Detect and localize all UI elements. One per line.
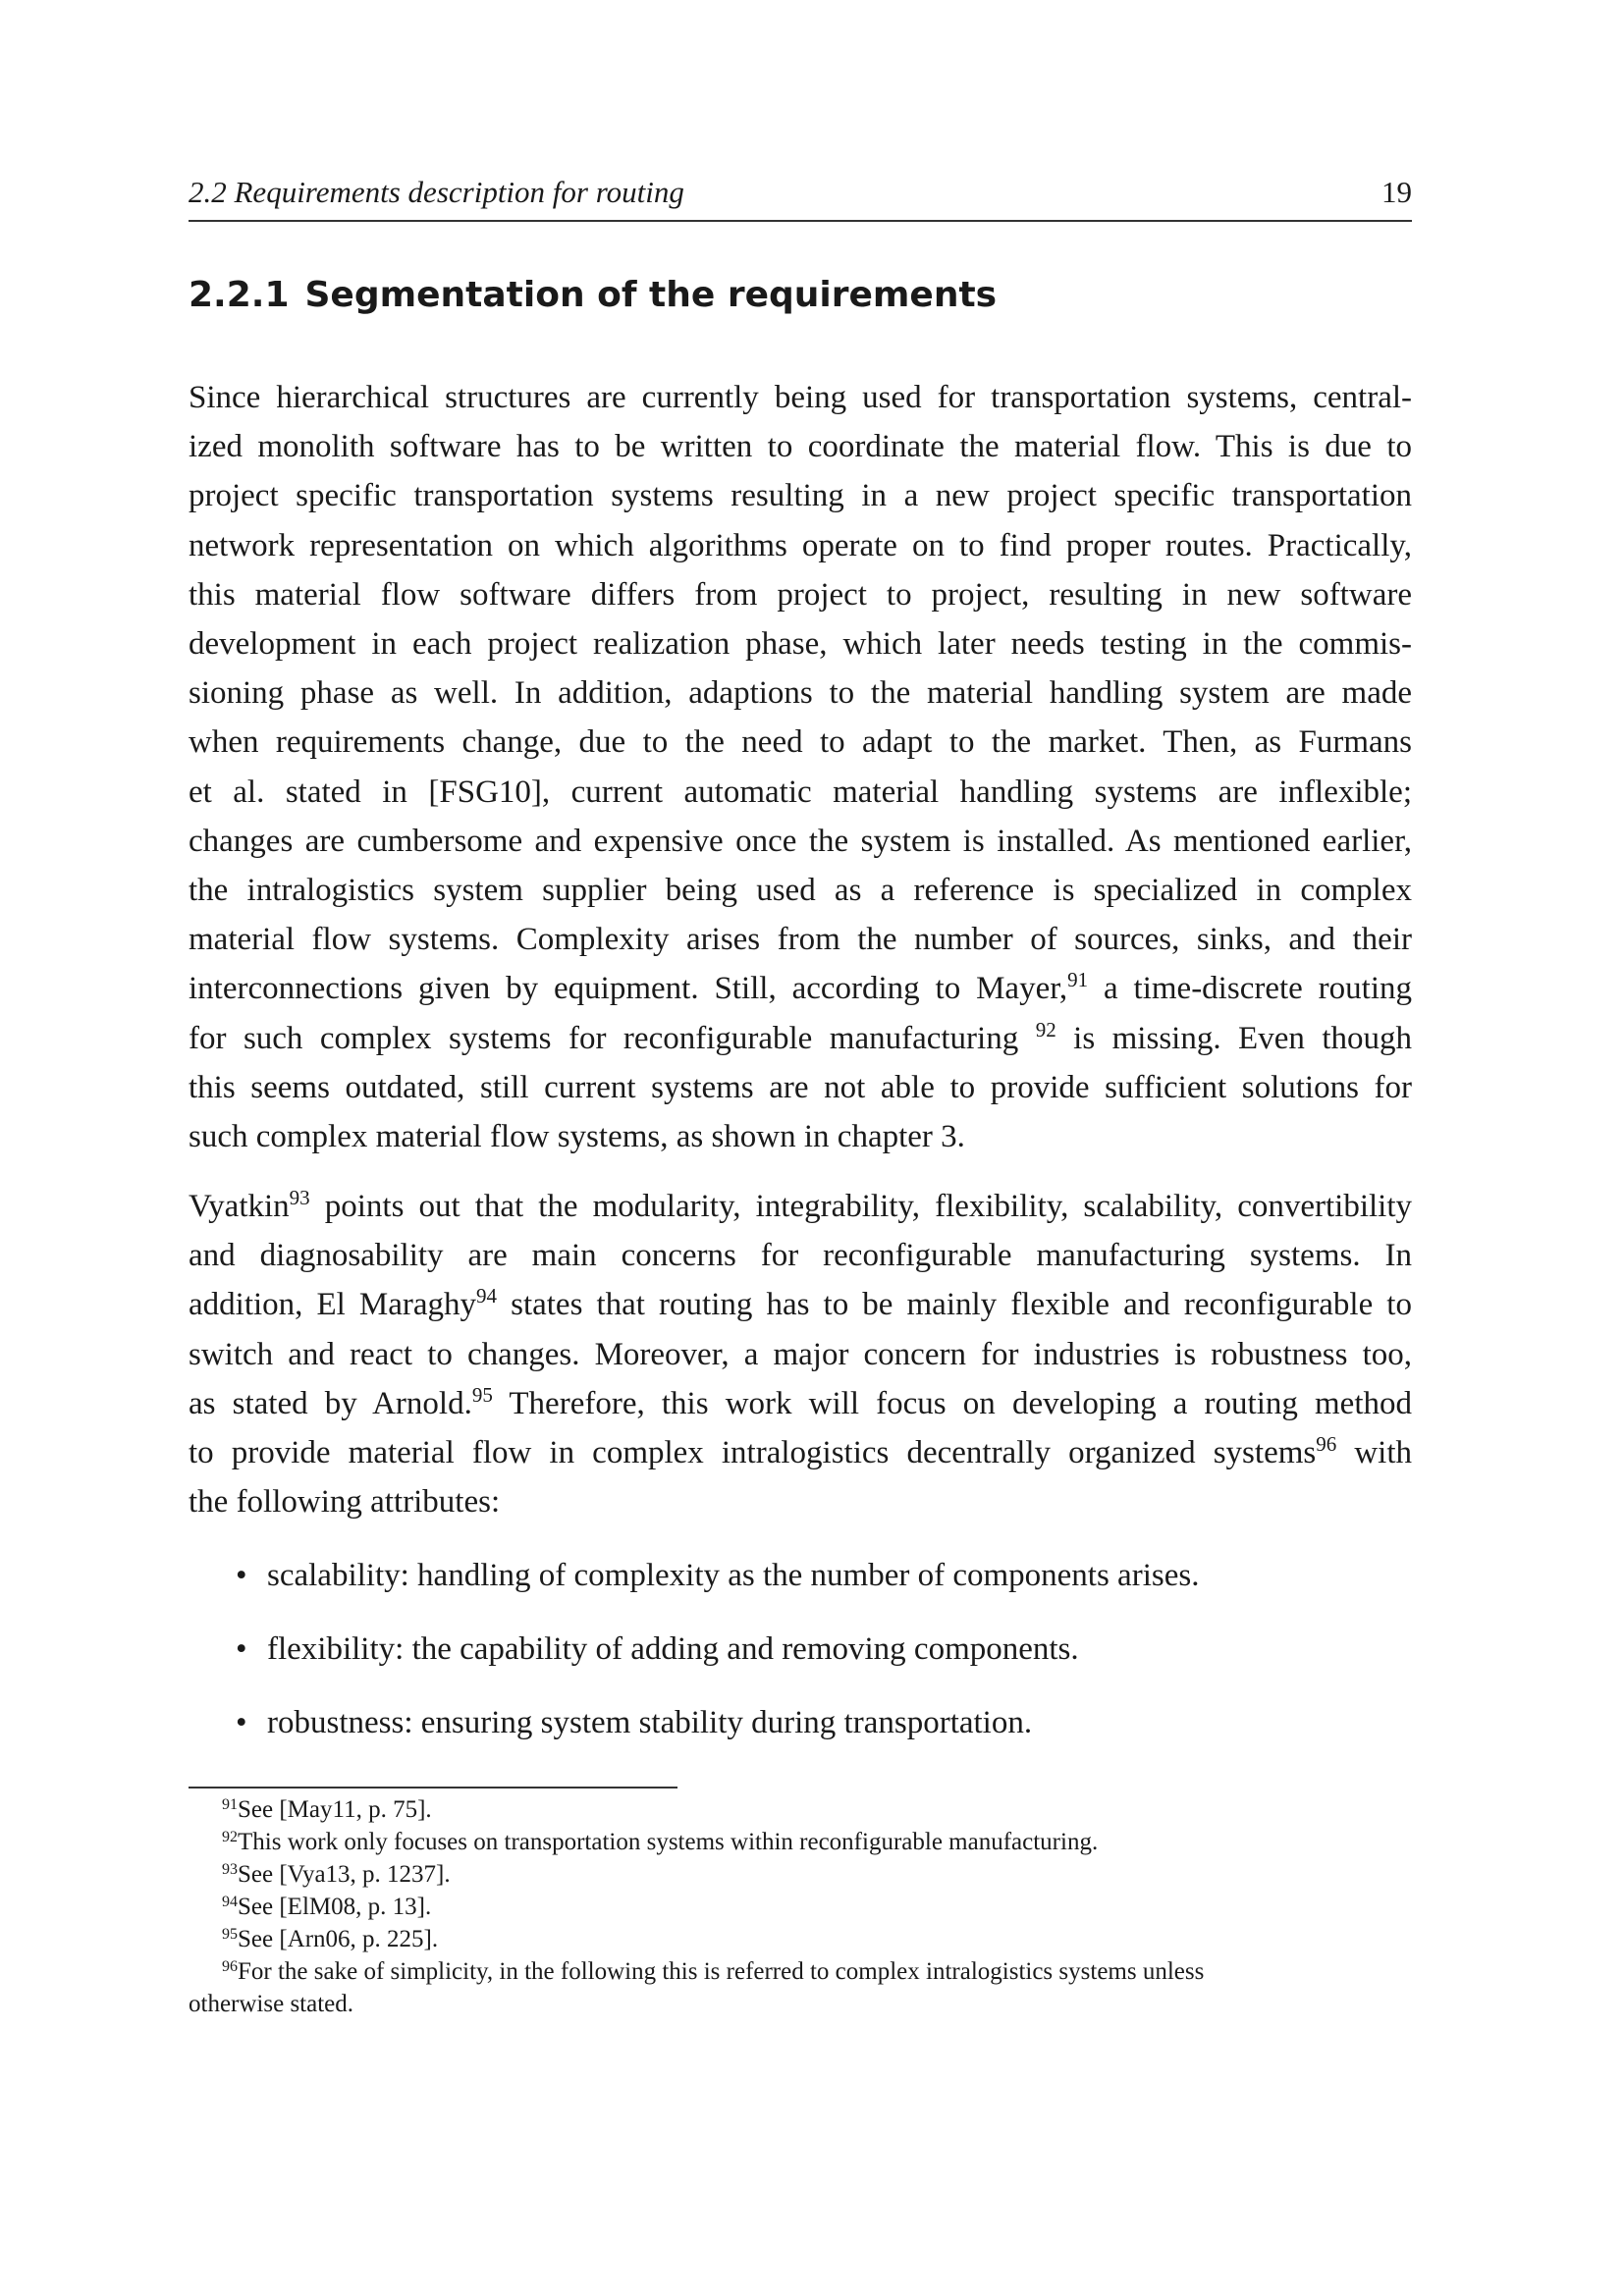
text-line: project specific transportation systems resulting in a new project specific transportation	[189, 478, 1412, 514]
footnote-divider	[189, 1787, 677, 1789]
footnote-number: 92	[222, 1829, 238, 1845]
footnote-text: See [ElM08, p. 13].	[238, 1894, 432, 1920]
paragraph-1	[189, 373, 1412, 1161]
footnote-95	[189, 1923, 1412, 1955]
footnote-91	[189, 1793, 1412, 1826]
text-line: et al. stated in [FSG10], current automatic material handling systems are inflexible;	[189, 774, 1412, 810]
footnote-text: See [Arn06, p. 225].	[238, 1926, 439, 1952]
text-line: changes are cumbersome and expensive once the system is installed. As mentioned earlier,	[189, 823, 1412, 859]
text-line: as stated by Arnold.$^{95}$ Therefore, this work will focus on developing a routing method	[189, 1382, 1412, 1421]
footnote-reference[interactable]: 94	[476, 1284, 498, 1308]
text-line: the following attributes:	[189, 1484, 501, 1521]
bullet-item	[236, 1625, 1412, 1698]
paragraph-2	[189, 1182, 1412, 1526]
running-header	[189, 175, 1412, 222]
bullet-icon: •	[236, 1705, 247, 1740]
footnote-reference[interactable]: 92	[1035, 1017, 1056, 1041]
bullet-icon: •	[236, 1558, 247, 1593]
text-line: for such complex systems for reconfigurable manufacturing $^{92}$ is missing. Even though	[189, 1017, 1412, 1056]
text-line: when requirements change, due to the need to adapt to the market. Then, as Furmans	[189, 724, 1412, 761]
text-line: addition, El Maraghy$^{94}$ states that routing has to be mainly flexible and reconfigurable to	[189, 1284, 1412, 1323]
footnote-number: 94	[222, 1894, 238, 1910]
text-line: development in each project realization phase, which later needs testing in the commis-	[189, 626, 1412, 663]
bullet-text: scalability: handling of complexity as the number of components arises.	[267, 1558, 1200, 1593]
bullet-icon: •	[236, 1631, 247, 1667]
footnote-reference[interactable]: 96	[1316, 1432, 1337, 1457]
text-line: the intralogistics system supplier being used as a reference is specialized in complex	[189, 873, 1412, 909]
footnote-text: This work only focuses on transportation systems within reconfigurable manufacturing.	[238, 1829, 1099, 1855]
footnote-96-continuation: otherwise stated.	[189, 1991, 354, 2017]
footnote-number: 91	[222, 1796, 238, 1813]
footnotes	[189, 1793, 1412, 2020]
bullet-list	[236, 1551, 1412, 1772]
section-heading	[189, 275, 1412, 315]
footnote-number: 93	[222, 1861, 238, 1878]
footnote-93	[189, 1858, 1412, 1891]
bullet-text: flexibility: the capability of adding and removing components.	[267, 1631, 1079, 1667]
text-line: and diagnosability are main concerns for reconfigurable manufacturing systems. In	[189, 1238, 1412, 1274]
footnote-number: 95	[222, 1926, 238, 1943]
text-line: this material flow software differs from project to project, resulting in new software	[189, 576, 1412, 613]
footnote-reference[interactable]: 93	[289, 1186, 310, 1209]
text-line: Vyatkin$^{93}$ points out that the modularity, integrability, flexibility, scalability, convertibility	[189, 1186, 1412, 1224]
footnote-reference[interactable]: 91	[1067, 968, 1089, 992]
text-line: ized monolith software has to be written to coordinate the material flow. This is due to	[189, 429, 1412, 465]
section-number: 2.2.1	[189, 275, 290, 315]
text-line: sioning phase as well. In addition, adaptions to the material handling system are made	[189, 675, 1412, 712]
footnote-92	[189, 1826, 1412, 1858]
footnote-reference[interactable]: 95	[471, 1382, 493, 1407]
text-line: network representation on which algorithms operate on to find proper routes. Practically,	[189, 527, 1412, 563]
footnote-94	[189, 1891, 1412, 1923]
bullet-text: robustness: ensuring system stability during transportation.	[267, 1705, 1033, 1740]
footnote-number: 96	[222, 1958, 238, 1975]
text-line: this seems outdated, still current systems are not able to provide sufficient solutions for	[189, 1069, 1412, 1105]
bullet-item	[236, 1551, 1412, 1625]
text-line: such complex material flow systems, as shown in chapter 3.	[189, 1119, 965, 1155]
footnote-96	[189, 1955, 1412, 1988]
section-title: Segmentation of the requirements	[304, 275, 998, 315]
running-title: 2.2 Requirements description for routing	[189, 175, 684, 209]
footnote-text: See [May11, p. 75].	[238, 1796, 432, 1823]
text-line: material flow systems. Complexity arises from the number of sources, sinks, and their	[189, 922, 1412, 958]
footnote-text: See [Vya13, p. 1237].	[238, 1861, 451, 1888]
bullet-item	[236, 1698, 1412, 1772]
text-line: interconnections given by equipment. Still, according to Mayer,$^{91}$ a time-discrete routing	[189, 968, 1412, 1007]
text-line: Since hierarchical structures are currently being used for transportation systems, central-	[189, 380, 1412, 415]
text-line: switch and react to changes. Moreover, a major concern for industries is robustness too,	[189, 1336, 1412, 1372]
footnote-text: For the sake of simplicity, in the following this is referred to complex intralogistics systems unless	[238, 1958, 1205, 1985]
text-line: to provide material flow in complex intralogistics decentrally organized systems$^{96}$ with	[189, 1432, 1412, 1471]
page-number: 19	[1381, 175, 1412, 209]
